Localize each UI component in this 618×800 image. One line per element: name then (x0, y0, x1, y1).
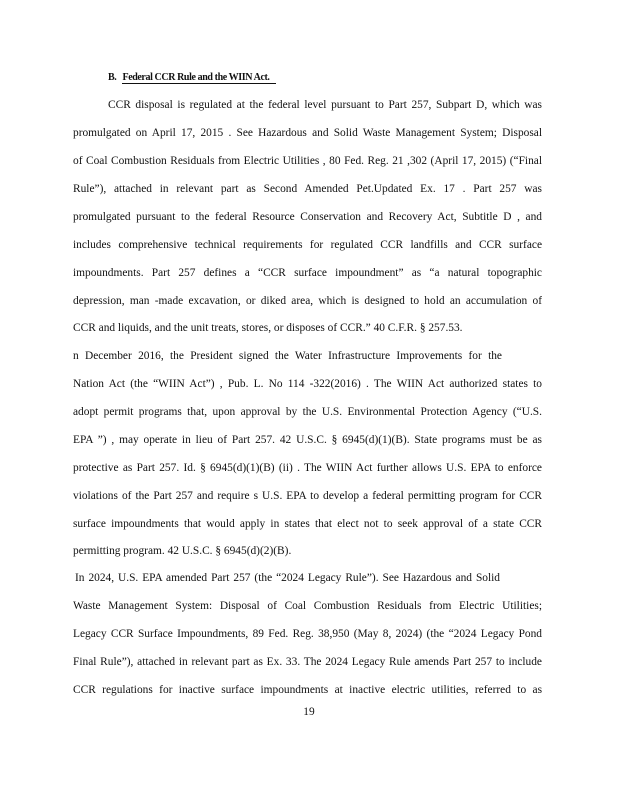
paragraph-line: protective as Part 257. Id. § 6945(d)(1)(B) (ii) . The WIIN Act further allows U.S. EPA to enforce (73, 462, 542, 474)
paragraph-line: Final Rule”), attached in relevant part as Ex. 33. The 2024 Legacy Rule amends Part 257 to include (73, 656, 542, 668)
paragraph-line: EPA ”) , may operate in lieu of Part 257. 42 U.S.C. § 6945(d)(1)(B). State programs must be as (73, 434, 542, 446)
section-title: Federal CCR Rule and the WIIN Act. (122, 72, 275, 84)
paragraph-line: CCR regulations for inactive surface impoundments at inactive electric utilities, referred to as (73, 684, 542, 696)
paragraph-line: In 2024, U.S. EPA amended Part 257 (the “2024 Legacy Rule”). See Hazardous and Solid (75, 572, 500, 584)
paragraph-line: surface impoundments that would apply in states that elect not to seek approval of a state CCR (73, 518, 542, 530)
paragraph-line: promulgated on April 17, 2015 . See Hazardous and Solid Waste Management System; Disposal (73, 127, 542, 139)
paragraph-line: Rule”), attached in relevant part as Second Amended Pet.Updated Ex. 17 . Part 257 was (73, 183, 542, 195)
paragraph-line: promulgated pursuant to the federal Resource Conservation and Recovery Act, Subtitle D , and (73, 211, 542, 223)
paragraph-line: CCR and liquids, and the unit treats, stores, or disposes of CCR.” 40 C.F.R. § 257.53. (73, 322, 463, 334)
paragraph-line: includes comprehensive technical requirements for regulated CCR landfills and CCR surface (73, 239, 542, 251)
paragraph-line: adopt permit programs that, upon approval by the U.S. Environmental Protection Agency (“U.S. (73, 406, 542, 418)
page-number: 19 (303, 706, 315, 718)
paragraph-line: permitting program. 42 U.S.C. § 6945(d)(2)(B). (73, 545, 292, 557)
paragraph-line: Nation Act (the “WIIN Act”) , Pub. L. No 114 -322(2016) . The WIIN Act authorized states to (73, 378, 542, 390)
paragraph-line: CCR disposal is regulated at the federal level pursuant to Part 257, Subpart D, which was (108, 99, 542, 111)
paragraph-line: of Coal Combustion Residuals from Electric Utilities , 80 Fed. Reg. 21 ,302 (April 17, 2015) (“Final (73, 155, 542, 167)
section-heading (108, 72, 276, 84)
paragraph-line: Legacy CCR Surface Impoundments, 89 Fed. Reg. 38,950 (May 8, 2024) (the “2024 Legacy Pond (73, 628, 542, 640)
paragraph-line: impoundments. Part 257 defines a “CCR surface impoundment” as “a natural topographic (73, 267, 542, 279)
paragraph-line: depression, man -made excavation, or diked area, which is designed to hold an accumulation of (73, 295, 542, 307)
section-letter: B. (108, 72, 117, 83)
paragraph-line: Waste Management System: Disposal of Coal Combustion Residuals from Electric Utilities; (73, 600, 542, 612)
paragraph-line: n December 2016, the President signed the Water Infrastructure Improvements for the (73, 350, 502, 362)
paragraph-line: violations of the Part 257 and require s U.S. EPA to develop a federal permitting program for CCR (73, 490, 542, 502)
